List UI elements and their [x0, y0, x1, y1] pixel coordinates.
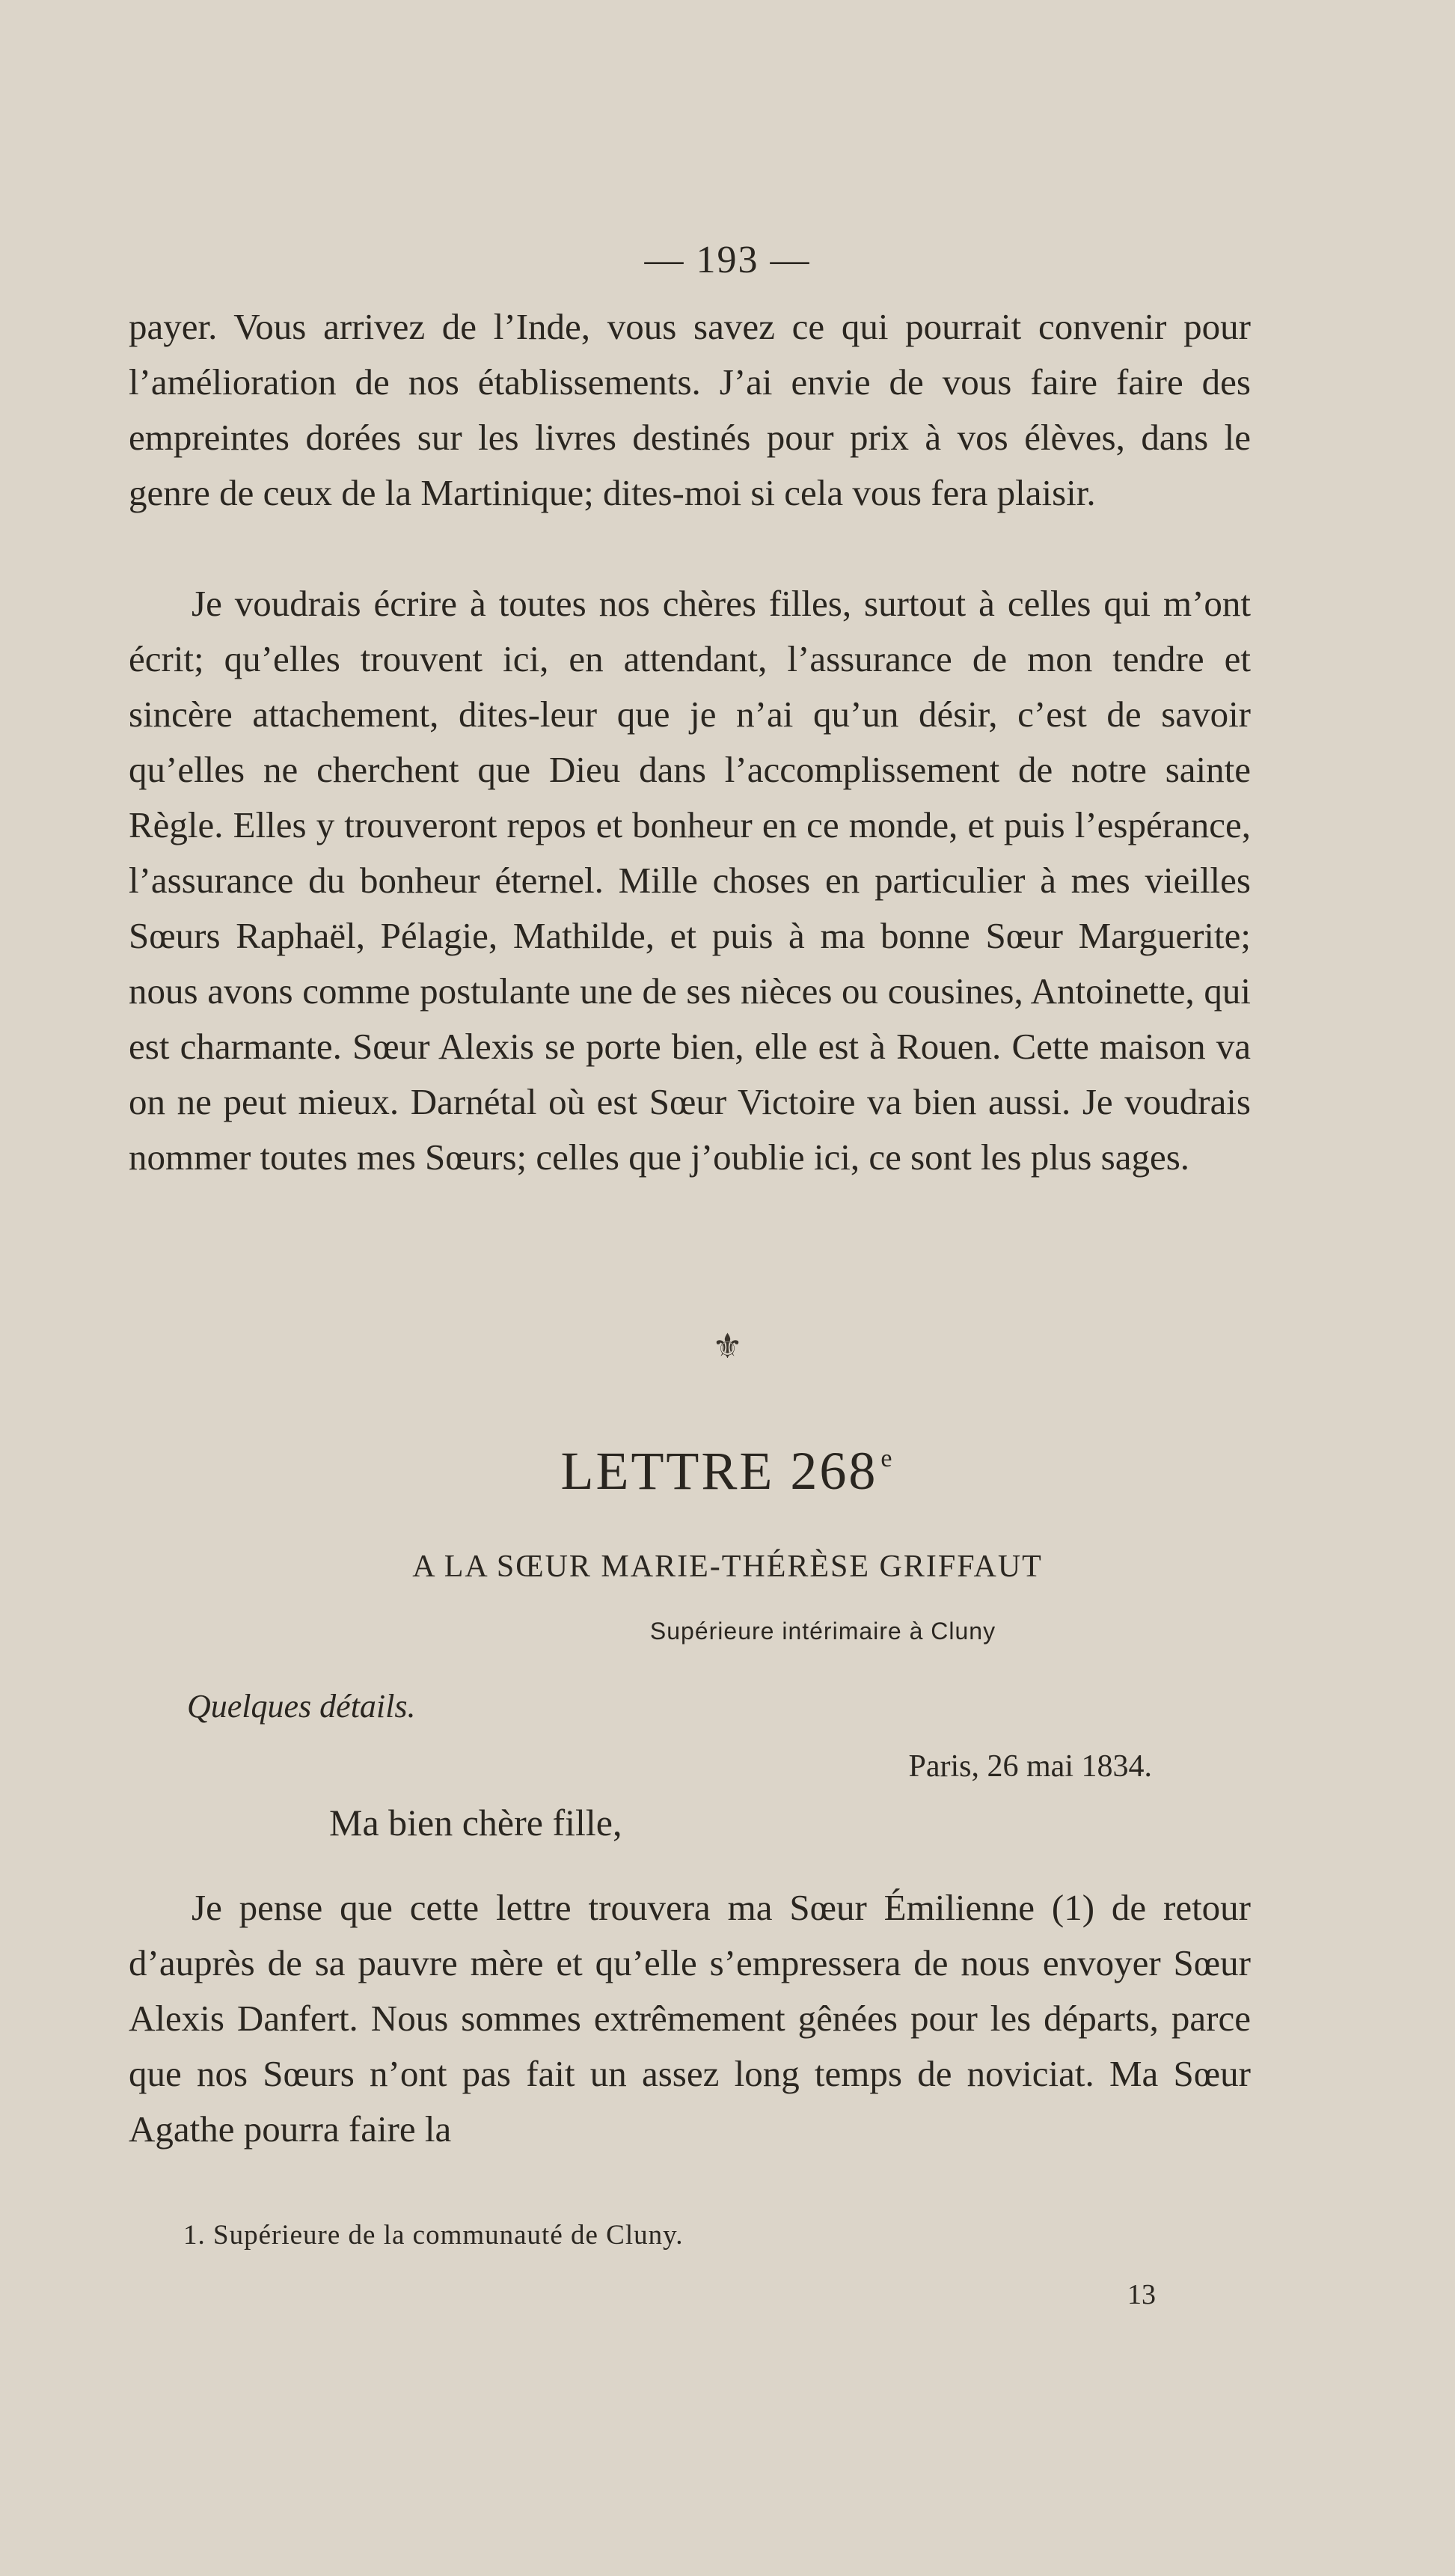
- letter-salutation: Ma bien chère fille,: [329, 1802, 622, 1844]
- letter-title-text: LETTRE 268: [560, 1441, 878, 1501]
- letter-title-superscript: e: [880, 1445, 895, 1472]
- letter-body: Je pense que cette lettre trouvera ma Sœur Émilienne (1) de retour d’auprès de sa pauvre mère et qu’elle s’empressera de nous envoyer Sœur Alexis Danfert. Nous sommes extrêmement gênées pour les départs, parce que nos Sœurs n’ont pas fait un assez long temps de noviciat. Ma Sœur Agathe pourra faire la: [129, 1887, 1251, 2150]
- letter-date: Paris, 26 mai 1834.: [908, 1749, 1152, 1784]
- letter-subtitle: Supérieure intérimaire à Cluny: [649, 1618, 996, 1645]
- fleuron-ornament-icon: ⚜: [711, 1326, 744, 1366]
- signature-mark: 13: [1127, 2279, 1156, 2310]
- letter-addressee: A LA SŒUR MARIE-THÉRÈSE GRIFFAUT: [412, 1549, 1043, 1584]
- letter-title: [0, 1440, 1455, 1502]
- footnote: 1. Supérieure de la communauté de Cluny.: [183, 2220, 684, 2251]
- paragraph-1: payer. Vous arrivez de l’Inde, vous savez ce qui pourrait convenir pour l’amélioration de nos établissements. J’ai envie de vous faire faire des empreintes dorées sur les livres destinés pour prix à vos élèves, dans le genre de ceux de la Martinique; dites-moi si cela vous fera plaisir.: [129, 306, 1251, 513]
- letter-topic: Quelques détails.: [187, 1688, 416, 1725]
- paragraph-2: Je voudrais écrire à toutes nos chères filles, surtout à celles qui m’ont écrit; qu’elles trouvent ici, en attendant, l’assurance de mon tendre et sincère attachement, dites-leur que je n’ai qu’un désir, c’est de savoir qu’elles ne cherchent que Dieu dans l’accomplissement de notre sainte Règle. Elles y trouveront repos et bonheur en ce monde, et puis l’espérance, l’assurance du bonheur éternel. Mille choses en particulier à mes vieilles Sœurs Raphaël, Pélagie, Mathilde, et puis à ma bonne Sœur Marguerite; nous avons comme postulante une de ses nièces ou cousines, Antoinette, qui est charmante. Sœur Alexis se porte bien, elle est à Rouen. Cette maison va on ne peut mieux. Darnétal où est Sœur Victoire va bien aussi. Je voudrais nommer toutes mes Sœurs; celles que j’oublie ici, ce sont les plus sages.: [129, 583, 1251, 1178]
- page-number: — 193 —: [644, 239, 811, 281]
